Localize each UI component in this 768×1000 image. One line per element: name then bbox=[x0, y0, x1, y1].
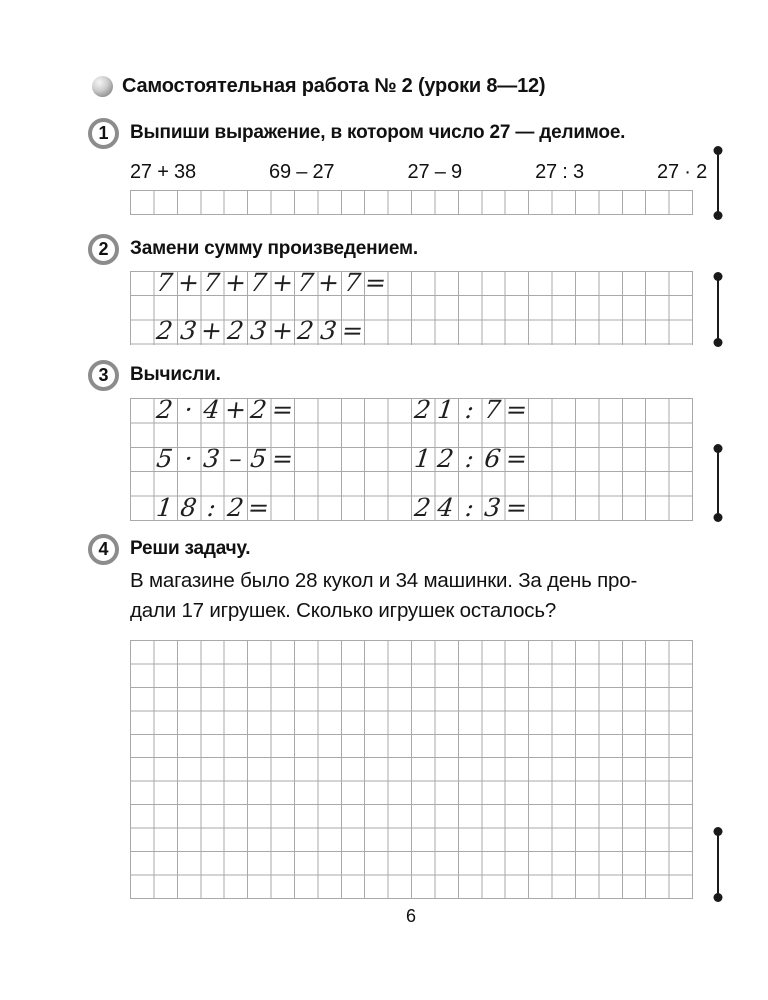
handwritten-char: = bbox=[504, 492, 529, 522]
task-number-3 bbox=[88, 360, 119, 391]
binding-mark bbox=[717, 831, 719, 898]
handwritten-char: = bbox=[363, 268, 389, 297]
handwritten-char: 7 bbox=[155, 268, 175, 297]
handwritten-char: = bbox=[246, 492, 272, 522]
handwritten-char: = bbox=[269, 443, 295, 473]
handwritten-char: 2 bbox=[249, 395, 269, 424]
task-number-4-label: 4 bbox=[98, 539, 109, 559]
handwritten-char: : bbox=[463, 395, 476, 424]
handwritten-char: : bbox=[463, 443, 476, 473]
handwritten-char: 3 bbox=[202, 443, 222, 473]
section-bullet-icon bbox=[92, 76, 113, 97]
handwritten-char: 2 bbox=[295, 316, 316, 346]
task-4-problem-text bbox=[130, 566, 720, 626]
handwritten-char: 5 bbox=[155, 443, 175, 473]
task-number-2 bbox=[88, 234, 119, 265]
handwritten-char: = bbox=[340, 316, 365, 346]
handwritten-char: 8 bbox=[178, 492, 199, 522]
handwritten-char: 2 bbox=[155, 395, 175, 424]
handwritten-char: – bbox=[227, 443, 244, 473]
handwritten-char: + bbox=[223, 268, 248, 297]
task-number-1-label: 1 bbox=[98, 123, 109, 143]
handwritten-char: 6 bbox=[483, 443, 503, 473]
expression-option: 27 · 2 bbox=[657, 161, 707, 183]
task-1-expressions bbox=[130, 161, 707, 184]
handwritten-char: 4 bbox=[436, 492, 456, 522]
handwritten-char: 2 bbox=[412, 395, 433, 424]
handwritten-char: 7 bbox=[342, 268, 363, 297]
handwritten-char: 3 bbox=[319, 316, 339, 346]
handwritten-char: 1 bbox=[436, 395, 456, 424]
binding-mark bbox=[717, 448, 719, 518]
handwritten-char: = bbox=[504, 443, 529, 473]
handwritten-char: 4 bbox=[202, 395, 222, 424]
problem-line-1: В магазине было 28 кукол и 34 машинки. За день про- bbox=[130, 569, 638, 592]
task-number-4 bbox=[88, 534, 119, 565]
handwritten-char: + bbox=[316, 268, 342, 297]
page-number: 6 bbox=[405, 906, 416, 926]
handwritten-char: : bbox=[463, 492, 476, 522]
handwritten-char: + bbox=[199, 316, 225, 346]
problem-line-2: дали 17 игрушек. Сколько игрушек осталось? bbox=[130, 599, 557, 622]
handwritten-char: = bbox=[269, 395, 295, 424]
handwritten-char: 7 bbox=[202, 268, 222, 297]
handwritten-char: 1 bbox=[155, 492, 175, 522]
handwritten-char: · bbox=[182, 395, 195, 424]
task-1-instruction: Выпиши выражение, в котором число 27 — делимое. bbox=[130, 122, 626, 143]
handwritten-char: + bbox=[269, 268, 295, 297]
task-1-answer-grid bbox=[130, 190, 693, 215]
task-4-work-grid bbox=[130, 640, 693, 899]
handwritten-char: 7 bbox=[483, 395, 503, 424]
task-number-1 bbox=[88, 118, 119, 149]
handwritten-char: : bbox=[205, 492, 218, 522]
handwritten-char: 7 bbox=[295, 268, 316, 297]
page-title: Самостоятельная работа № 2 (уроки 8—12) bbox=[122, 74, 546, 97]
handwritten-char: = bbox=[504, 395, 529, 424]
task-2-work-grid bbox=[130, 268, 693, 346]
task-3-work-grid bbox=[130, 395, 693, 522]
task-3-instruction: Вычисли. bbox=[130, 364, 221, 385]
expression-option: 27 : 3 bbox=[535, 161, 584, 183]
handwritten-char: 5 bbox=[249, 443, 269, 473]
handwritten-char: 2 bbox=[412, 492, 433, 522]
handwritten-char: · bbox=[182, 443, 195, 473]
handwritten-char: + bbox=[176, 268, 201, 297]
handwritten-char: + bbox=[223, 395, 248, 424]
handwritten-char: 3 bbox=[249, 316, 269, 346]
handwritten-char: 3 bbox=[483, 492, 503, 522]
task-4-instruction: Реши задачу. bbox=[130, 538, 251, 559]
task-number-2-label: 2 bbox=[98, 239, 109, 259]
handwritten-char: 2 bbox=[225, 316, 246, 346]
handwritten-char: + bbox=[269, 316, 295, 346]
binding-mark bbox=[717, 150, 719, 216]
handwritten-char: 2 bbox=[436, 443, 456, 473]
binding-mark bbox=[717, 276, 719, 343]
handwritten-char: 2 bbox=[225, 492, 246, 522]
handwritten-char: 3 bbox=[178, 316, 199, 346]
expression-option: 69 – 27 bbox=[269, 161, 335, 183]
expression-option: 27 + 38 bbox=[130, 161, 196, 183]
task-2-instruction: Замени сумму произведением. bbox=[130, 238, 418, 259]
handwritten-char: 2 bbox=[155, 316, 175, 346]
worksheet-title-row bbox=[92, 72, 545, 100]
handwritten-char: 7 bbox=[249, 268, 269, 297]
expression-option: 27 – 9 bbox=[407, 161, 462, 183]
handwritten-char: 1 bbox=[412, 443, 433, 473]
task-number-3-label: 3 bbox=[98, 365, 109, 385]
